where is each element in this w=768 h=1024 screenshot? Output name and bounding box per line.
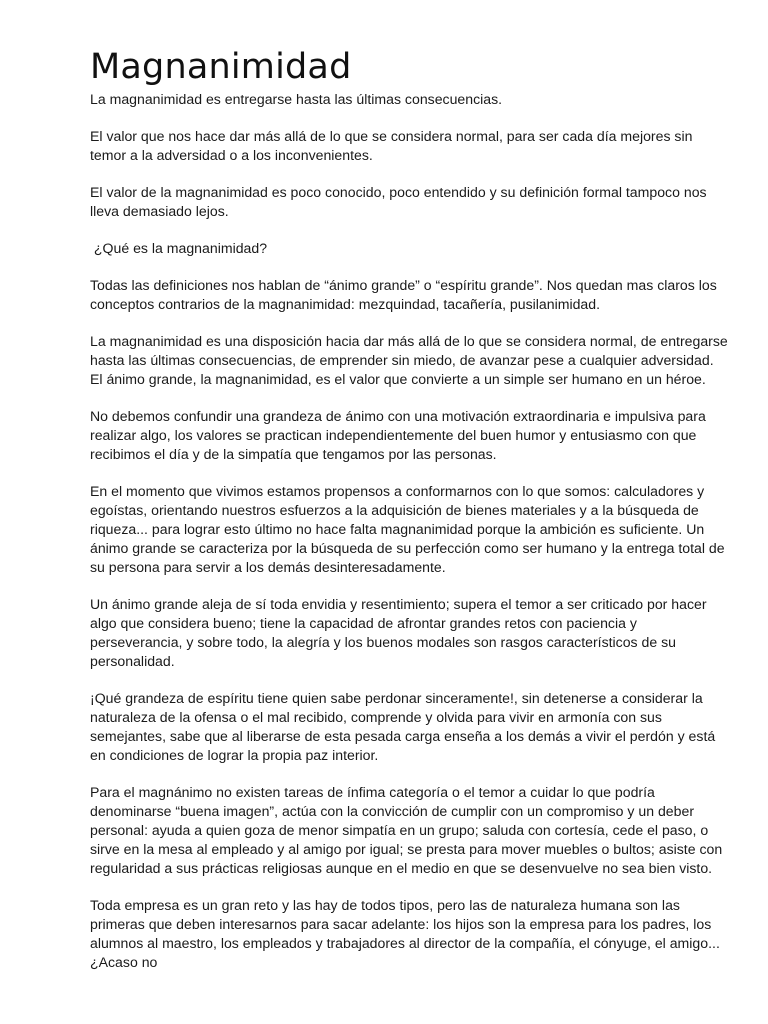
paragraph-3: El valor de la magnanimidad es poco conocido, poco entendido y su definición formal tampoco nos lleva demasiado lejos. (90, 184, 707, 219)
paragraph-10: ¡Qué grandeza de espíritu tiene quien sabe perdonar sinceramente!, sin detenerse a considerar la naturaleza de la ofensa o el mal recibido, comprende y olvida para vivir en armonía con sus semejantes, sabe que al liberarse de esta pesada carga enseña a los demás a vivir el perdón y está en condiciones de lograr la propia paz interior. (90, 690, 716, 763)
paragraph-5: Todas las definiciones nos hablan de “ánimo grande” o “espíritu grande”. Nos quedan mas claros los conceptos contrarios de la magnanimidad: mezquindad, tacañería, pusilanimidad. (90, 277, 717, 312)
paragraph-1: La magnanimidad es entregarse hasta las últimas consecuencias. (90, 91, 503, 107)
paragraph-9: Un ánimo grande aleja de sí toda envidia y resentimiento; supera el temor a ser criticado por hacer algo que considera bueno; tiene la capacidad de afrontar grandes retos con paciencia y perseverancia, y sobre todo, la alegría y los buenos modales son rasgos característicos de su personalidad. (90, 596, 707, 669)
document-title: Magnanimidad (90, 47, 352, 87)
section-question: ¿Qué es la magnanimidad? (90, 240, 268, 256)
paragraph-12: Toda empresa es un gran reto y las hay de todos tipos, pero las de naturaleza humana son las primeras que deben interesarnos para sacar adelante: los hijos son la empresa para los padres, los alumnos al maestro, los empleados y trabajadores al director de la compañía, el cónyuge, el amigo... ¿Acaso no (90, 897, 720, 970)
paragraph-2: El valor que nos hace dar más allá de lo que se considera normal, para ser cada día mejores sin temor a la adversidad o a los inconvenientes. (90, 128, 693, 163)
paragraph-11: Para el magnánimo no existen tareas de ínfima categoría o el temor a cuidar lo que podría denominarse “buena imagen”, actúa con la convicción de cumplir con un compromiso y un deber personal: ayuda a quien goza de menor simpatía en un grupo; saluda con cortesía, cede el paso, o sirve en la mesa al empleado y al amigo por igual; se presta para mover muebles o bultos; asiste con regularidad a sus prácticas religiosas aunque en el medio en que se desenvuelve no sea bien visto. (90, 784, 723, 876)
paragraph-6: La magnanimidad es una disposición hacia dar más allá de lo que se considera normal, de entregarse hasta las últimas consecuencias, de emprender sin miedo, de avanzar pese a cualquier adversidad. El ánimo grande, la magnanimidad, es el valor que convierte a un simple ser humano en un héroe. (90, 333, 728, 387)
paragraph-8: En el momento que vivimos estamos propensos a conformarnos con lo que somos: calculadores y egoístas, orientando nuestros esfuerzos a la adquisición de bienes materiales y a la búsqueda de riqueza... para lograr esto último no hace falta magnanimidad porque la ambición es suficiente. Un ánimo grande se caracteriza por la búsqueda de su perfección como ser humano y la entrega total de su persona para servir a los demás desinteresadamente. (90, 483, 725, 575)
paragraph-7: No debemos confundir una grandeza de ánimo con una motivación extraordinaria e impulsiva para realizar algo, los valores se practican independientemente del buen humor y entusiasmo con que recibimos el día y de la simpatía que tengamos por las personas. (90, 408, 706, 462)
document-body (90, 46, 730, 990)
